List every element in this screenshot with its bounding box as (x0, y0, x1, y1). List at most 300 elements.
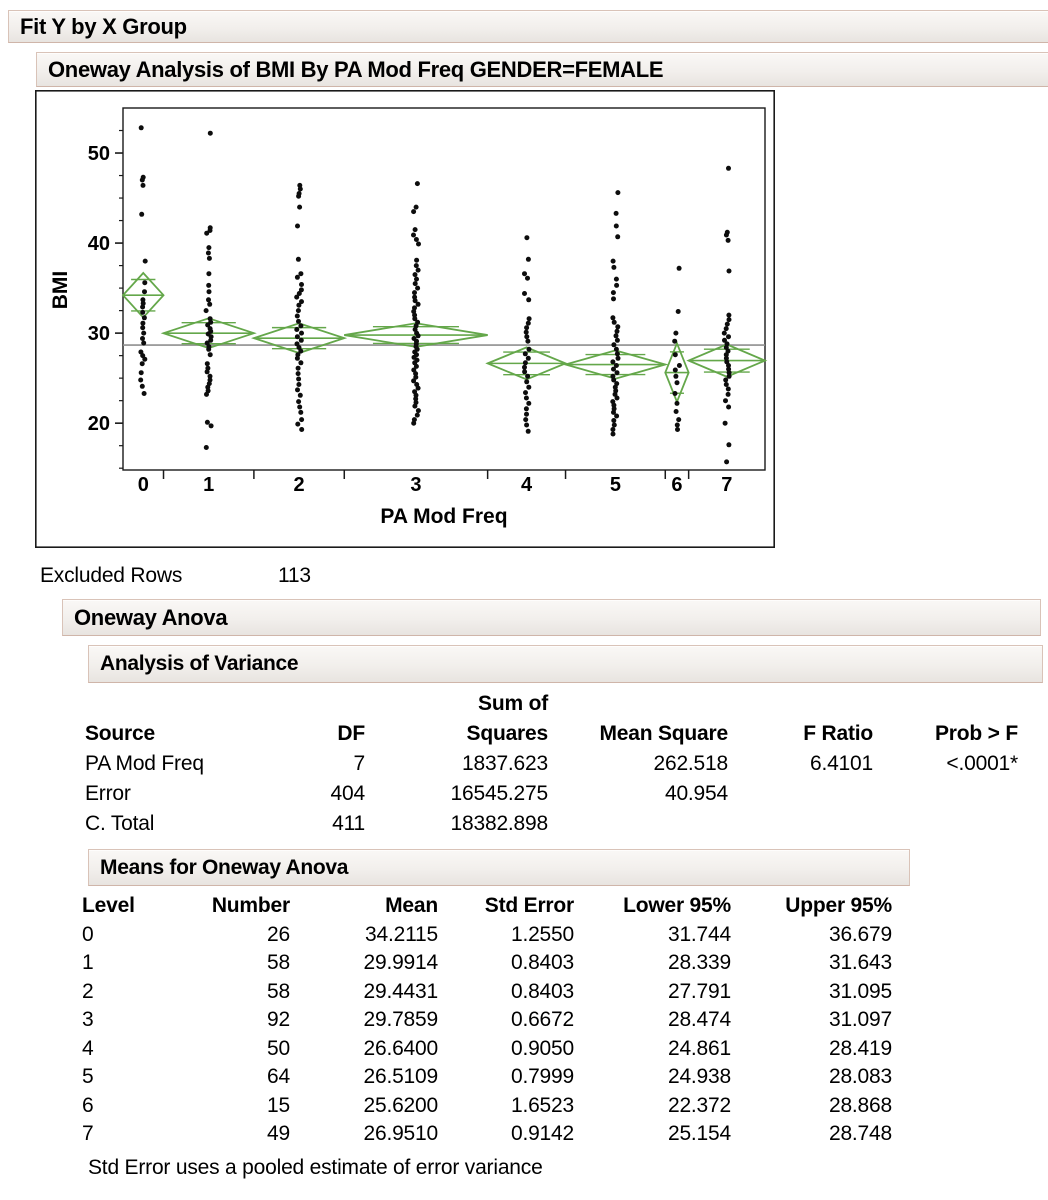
data-point[interactable] (295, 387, 300, 392)
cell: 0.6672 (510, 1008, 574, 1032)
data-point[interactable] (614, 277, 619, 282)
data-point[interactable] (140, 361, 145, 366)
data-point[interactable] (206, 271, 211, 276)
cell: 25.154 (667, 1122, 731, 1146)
x-tick-label: 6 (671, 474, 683, 496)
cell: 26.5109 (363, 1065, 438, 1089)
column-header: Level (82, 894, 135, 918)
data-point[interactable] (522, 271, 527, 276)
cell: 22.372 (667, 1093, 731, 1117)
data-point[interactable] (526, 401, 531, 406)
data-point[interactable] (416, 268, 421, 273)
data-point[interactable] (295, 334, 300, 339)
section-header-oneway-analysis[interactable] (36, 52, 1048, 87)
cell: 7 (82, 1122, 94, 1146)
cell: 29.4431 (363, 979, 438, 1003)
data-point[interactable] (523, 351, 528, 356)
oneway-plot[interactable] (35, 90, 775, 548)
data-point[interactable] (411, 233, 416, 238)
data-point[interactable] (673, 374, 678, 379)
data-point[interactable] (208, 352, 213, 357)
data-point[interactable] (675, 380, 680, 385)
section-title: Analysis of Variance (100, 652, 299, 675)
data-point[interactable] (525, 276, 530, 281)
data-point[interactable] (416, 302, 421, 307)
data-point[interactable] (207, 302, 212, 307)
cell: Error (85, 782, 131, 805)
data-point[interactable] (525, 374, 530, 379)
section-title: Fit Y by X Group (20, 13, 187, 39)
data-point[interactable] (207, 289, 212, 294)
data-point[interactable] (677, 266, 682, 271)
anova-table (85, 689, 1018, 839)
data-point[interactable] (141, 341, 146, 346)
data-point[interactable] (724, 233, 729, 238)
cell: 1837.623 (462, 752, 548, 775)
anova-row (85, 779, 1018, 809)
cell: 49 (267, 1122, 290, 1146)
data-point[interactable] (727, 269, 732, 274)
data-point[interactable] (524, 379, 529, 384)
data-point[interactable] (296, 377, 301, 382)
data-point[interactable] (416, 333, 421, 338)
cell: 15 (267, 1093, 290, 1117)
data-point[interactable] (297, 405, 302, 410)
data-point[interactable] (206, 347, 211, 352)
data-point[interactable] (522, 365, 527, 370)
data-point[interactable] (208, 131, 213, 136)
data-point[interactable] (416, 408, 421, 413)
cell: 0.7999 (510, 1065, 574, 1089)
section-title: Oneway Anova (74, 604, 228, 630)
data-point[interactable] (615, 370, 620, 375)
data-point[interactable] (413, 281, 418, 286)
section-header-analysis-of-variance[interactable] (88, 645, 1043, 683)
data-point[interactable] (611, 259, 616, 264)
std-error-footnote: Std Error uses a pooled estimate of error variance (88, 1156, 543, 1179)
data-point[interactable] (413, 272, 418, 277)
data-point[interactable] (675, 427, 680, 432)
x-tick-label: 4 (521, 474, 533, 496)
data-point[interactable] (206, 245, 211, 250)
cell: C. Total (85, 812, 155, 835)
means-row (82, 1006, 892, 1035)
data-point[interactable] (139, 125, 144, 130)
excluded-rows-value: 113 (278, 564, 311, 587)
section-header-means-for-oneway-anova[interactable] (88, 849, 910, 886)
cell: 0.8403 (510, 951, 574, 975)
cell: 58 (267, 979, 290, 1003)
cell: 36.679 (828, 922, 892, 946)
data-point[interactable] (725, 322, 730, 327)
cell: 26.9510 (363, 1122, 438, 1146)
data-point[interactable] (205, 361, 210, 366)
column-header: Mean (385, 894, 438, 918)
column-header: Upper 95% (785, 894, 892, 918)
data-point[interactable] (141, 331, 146, 336)
cell: 40.954 (664, 782, 728, 805)
data-point[interactable] (726, 405, 731, 410)
data-point[interactable] (139, 370, 144, 375)
data-point[interactable] (142, 280, 147, 285)
cell: 5 (82, 1065, 94, 1089)
cell: 0.9142 (510, 1122, 574, 1146)
data-point[interactable] (298, 410, 303, 415)
cell: <.0001* (946, 752, 1018, 775)
data-point[interactable] (298, 360, 303, 365)
cell: 411 (332, 812, 365, 835)
section-header-oneway-anova[interactable] (62, 599, 1041, 636)
data-point[interactable] (295, 422, 300, 427)
data-point[interactable] (413, 227, 418, 232)
data-point[interactable] (412, 290, 417, 295)
data-point[interactable] (675, 423, 680, 428)
data-point[interactable] (140, 321, 145, 326)
data-point[interactable] (296, 303, 301, 308)
section-title: Means for Oneway Anova (100, 855, 349, 879)
data-point[interactable] (726, 166, 731, 171)
data-point[interactable] (524, 406, 529, 411)
cell: 28.474 (667, 1008, 731, 1032)
cell: 24.861 (667, 1036, 731, 1060)
data-point[interactable] (522, 291, 527, 296)
data-point[interactable] (206, 283, 211, 288)
column-header: Number (211, 894, 290, 918)
data-point[interactable] (673, 391, 678, 396)
means-row (82, 1035, 892, 1064)
data-point[interactable] (674, 409, 679, 414)
cell: 25.6200 (363, 1093, 438, 1117)
data-point[interactable] (524, 334, 529, 339)
data-point[interactable] (614, 283, 619, 288)
data-point[interactable] (526, 321, 531, 326)
column-header: DF (337, 722, 365, 745)
data-point[interactable] (726, 387, 731, 392)
data-point[interactable] (139, 212, 144, 217)
data-point[interactable] (204, 445, 209, 450)
data-point[interactable] (614, 347, 619, 352)
x-tick-label: 1 (203, 474, 215, 496)
data-point[interactable] (672, 339, 677, 344)
data-point[interactable] (414, 258, 419, 263)
data-point[interactable] (414, 277, 419, 282)
data-point[interactable] (526, 429, 531, 434)
data-point[interactable] (527, 347, 532, 352)
data-point[interactable] (612, 320, 617, 325)
means-row (82, 1063, 892, 1092)
data-point[interactable] (727, 317, 732, 322)
data-point[interactable] (527, 316, 532, 321)
cell: 2 (82, 979, 94, 1003)
data-point[interactable] (415, 286, 420, 291)
cell: 7 (353, 752, 365, 775)
cell: 58 (267, 951, 290, 975)
data-point[interactable] (140, 305, 145, 310)
x-tick-label: 5 (609, 474, 621, 496)
cell: 29.7859 (363, 1008, 438, 1032)
data-point[interactable] (414, 237, 419, 242)
data-point[interactable] (722, 331, 727, 336)
data-point[interactable] (142, 391, 147, 396)
x-tick-label: 3 (410, 474, 422, 496)
cell: 404 (330, 782, 365, 805)
cell: 27.791 (667, 979, 731, 1003)
data-point[interactable] (299, 282, 304, 287)
data-point[interactable] (724, 459, 729, 464)
cell: 1.6523 (510, 1093, 574, 1117)
column-header: Sum of (478, 692, 548, 715)
data-point[interactable] (205, 369, 210, 374)
data-point[interactable] (524, 325, 529, 330)
data-point[interactable] (299, 338, 304, 343)
cell: 28.339 (667, 951, 731, 975)
data-point[interactable] (726, 313, 731, 318)
data-point[interactable] (523, 417, 528, 422)
data-point[interactable] (615, 396, 620, 401)
y-tick-label: 30 (87, 323, 110, 346)
column-header: Source (85, 722, 155, 745)
data-point[interactable] (523, 360, 528, 365)
y-axis-title: BMI (49, 270, 72, 310)
cell: 28.868 (828, 1093, 892, 1117)
means-row (82, 1092, 892, 1121)
column-header: Mean Square (599, 722, 728, 745)
section-header-fit-y-by-x-group[interactable] (8, 10, 1048, 43)
anova-row (85, 749, 1018, 779)
data-point[interactable] (523, 390, 528, 395)
data-point[interactable] (415, 413, 420, 418)
cell: PA Mod Freq (85, 752, 204, 775)
data-point[interactable] (204, 392, 209, 397)
cell: 4 (82, 1036, 94, 1060)
means-row (82, 921, 892, 950)
data-point[interactable] (614, 414, 619, 419)
data-point[interactable] (299, 427, 304, 432)
data-point[interactable] (298, 271, 303, 276)
data-point[interactable] (526, 297, 531, 302)
data-point[interactable] (295, 314, 300, 319)
column-header: F Ratio (803, 722, 873, 745)
data-point[interactable] (726, 442, 731, 447)
data-point[interactable] (724, 326, 729, 331)
data-point[interactable] (206, 251, 211, 256)
cell: 31.643 (828, 951, 892, 975)
data-point[interactable] (616, 356, 621, 361)
cell: 31.744 (667, 922, 731, 946)
data-point[interactable] (141, 183, 146, 188)
data-point[interactable] (726, 238, 731, 243)
data-point[interactable] (724, 382, 729, 387)
data-point[interactable] (611, 290, 616, 295)
column-header: Squares (466, 722, 548, 745)
data-point[interactable] (612, 423, 617, 428)
data-point[interactable] (142, 357, 147, 362)
data-point[interactable] (206, 297, 211, 302)
data-point[interactable] (415, 181, 420, 186)
data-point[interactable] (140, 384, 145, 389)
cell: 6.4101 (809, 752, 873, 775)
data-point[interactable] (611, 296, 616, 301)
column-header: Std Error (484, 894, 574, 918)
data-point[interactable] (676, 309, 681, 314)
data-point[interactable] (610, 359, 615, 364)
data-point[interactable] (414, 205, 419, 210)
anova-row (85, 809, 1018, 839)
data-point[interactable] (726, 334, 731, 339)
data-point[interactable] (296, 319, 301, 324)
cell: 6 (82, 1093, 94, 1117)
cell: 28.748 (828, 1122, 892, 1146)
data-point[interactable] (294, 295, 299, 300)
data-point[interactable] (524, 412, 529, 417)
data-point[interactable] (204, 231, 209, 236)
data-point[interactable] (297, 205, 302, 210)
data-point[interactable] (207, 256, 212, 261)
data-point[interactable] (524, 235, 529, 240)
data-point[interactable] (611, 367, 616, 372)
data-point[interactable] (610, 315, 615, 320)
anova-header (85, 719, 1018, 749)
data-point[interactable] (296, 382, 301, 387)
data-point[interactable] (611, 265, 616, 270)
data-point[interactable] (614, 333, 619, 338)
data-point[interactable] (296, 257, 301, 262)
data-point[interactable] (673, 331, 678, 336)
cell: 24.938 (667, 1065, 731, 1089)
x-tick-label: 0 (137, 474, 149, 496)
data-point[interactable] (526, 356, 531, 361)
means-row (82, 1120, 892, 1149)
data-point[interactable] (295, 224, 300, 229)
data-point[interactable] (723, 421, 728, 426)
anova-header-line1 (85, 689, 1018, 719)
data-point[interactable] (727, 374, 732, 379)
data-point[interactable] (299, 417, 304, 422)
data-point[interactable] (296, 194, 301, 199)
data-point[interactable] (412, 404, 417, 409)
cell: 0.8403 (510, 979, 574, 1003)
data-point[interactable] (526, 257, 531, 262)
data-point[interactable] (524, 396, 529, 401)
data-point[interactable] (723, 398, 728, 403)
data-point[interactable] (615, 324, 620, 329)
data-point[interactable] (675, 401, 680, 406)
means-row (82, 949, 892, 978)
cell: 18382.898 (450, 812, 548, 835)
data-point[interactable] (676, 417, 681, 422)
data-point[interactable] (723, 378, 728, 383)
data-point[interactable] (205, 420, 210, 425)
data-point[interactable] (615, 351, 620, 356)
data-point[interactable] (726, 392, 731, 397)
data-point[interactable] (296, 399, 301, 404)
data-point[interactable] (416, 242, 421, 247)
section-title: Oneway Analysis of BMI By PA Mod Freq GENDER=FEMALE (48, 56, 664, 82)
y-tick-label: 40 (87, 233, 110, 256)
data-point[interactable] (525, 339, 530, 344)
data-point[interactable] (524, 330, 529, 335)
cell: 31.097 (828, 1008, 892, 1032)
data-point[interactable] (615, 329, 620, 334)
data-point[interactable] (295, 356, 300, 361)
data-point[interactable] (299, 331, 304, 336)
data-point[interactable] (298, 323, 303, 328)
data-point[interactable] (610, 427, 615, 432)
data-point[interactable] (411, 421, 416, 426)
data-point[interactable] (414, 263, 419, 268)
cell: 26.6400 (363, 1036, 438, 1060)
cell: 29.9914 (363, 951, 438, 975)
means-table (82, 892, 892, 1149)
data-point[interactable] (142, 289, 147, 294)
data-point[interactable] (526, 385, 531, 390)
data-point[interactable] (524, 423, 529, 428)
data-point[interactable] (296, 308, 301, 313)
data-point[interactable] (416, 386, 421, 391)
data-point[interactable] (296, 366, 301, 371)
data-point[interactable] (138, 378, 143, 383)
cell: 28.419 (828, 1036, 892, 1060)
x-tick-label: 7 (721, 474, 733, 496)
data-point[interactable] (143, 259, 148, 264)
cell: 0 (82, 922, 94, 946)
y-tick-label: 20 (87, 413, 110, 436)
x-axis-title: PA Mod Freq (380, 505, 508, 528)
data-point[interactable] (204, 308, 209, 313)
data-point[interactable] (614, 224, 619, 229)
cell: 50 (267, 1036, 290, 1060)
data-point[interactable] (296, 371, 301, 376)
data-point[interactable] (140, 325, 145, 330)
cell: 1.2550 (510, 922, 574, 946)
data-point[interactable] (614, 211, 619, 216)
column-header: Prob > F (935, 722, 1018, 745)
data-point[interactable] (673, 368, 678, 373)
column-header: Lower 95% (623, 894, 731, 918)
data-point[interactable] (298, 393, 303, 398)
data-point[interactable] (140, 336, 145, 341)
data-point[interactable] (140, 178, 145, 183)
data-point[interactable] (140, 310, 145, 315)
data-point[interactable] (298, 187, 303, 192)
data-point[interactable] (142, 315, 147, 320)
cell: 262.518 (653, 752, 728, 775)
excluded-rows-label: Excluded Rows (40, 564, 183, 587)
data-point[interactable] (615, 338, 620, 343)
data-point[interactable] (522, 369, 527, 374)
cell: 28.083 (828, 1065, 892, 1089)
y-tick-label: 50 (87, 143, 110, 166)
data-point[interactable] (411, 209, 416, 214)
data-point[interactable] (677, 363, 682, 368)
cell: 3 (82, 1008, 94, 1032)
data-point[interactable] (615, 190, 620, 195)
means-header (82, 892, 892, 921)
x-tick-label: 2 (293, 474, 305, 496)
cell: 34.2115 (365, 922, 438, 946)
data-point[interactable] (673, 352, 678, 357)
data-point[interactable] (615, 234, 620, 239)
data-point[interactable] (611, 342, 616, 347)
data-point[interactable] (294, 327, 299, 332)
cell: 1 (82, 951, 94, 975)
data-point[interactable] (611, 418, 616, 423)
cell: 26 (267, 922, 290, 946)
data-point[interactable] (611, 432, 616, 437)
data-point[interactable] (295, 275, 300, 280)
cell: 0.9050 (510, 1036, 574, 1060)
data-point[interactable] (209, 423, 214, 428)
